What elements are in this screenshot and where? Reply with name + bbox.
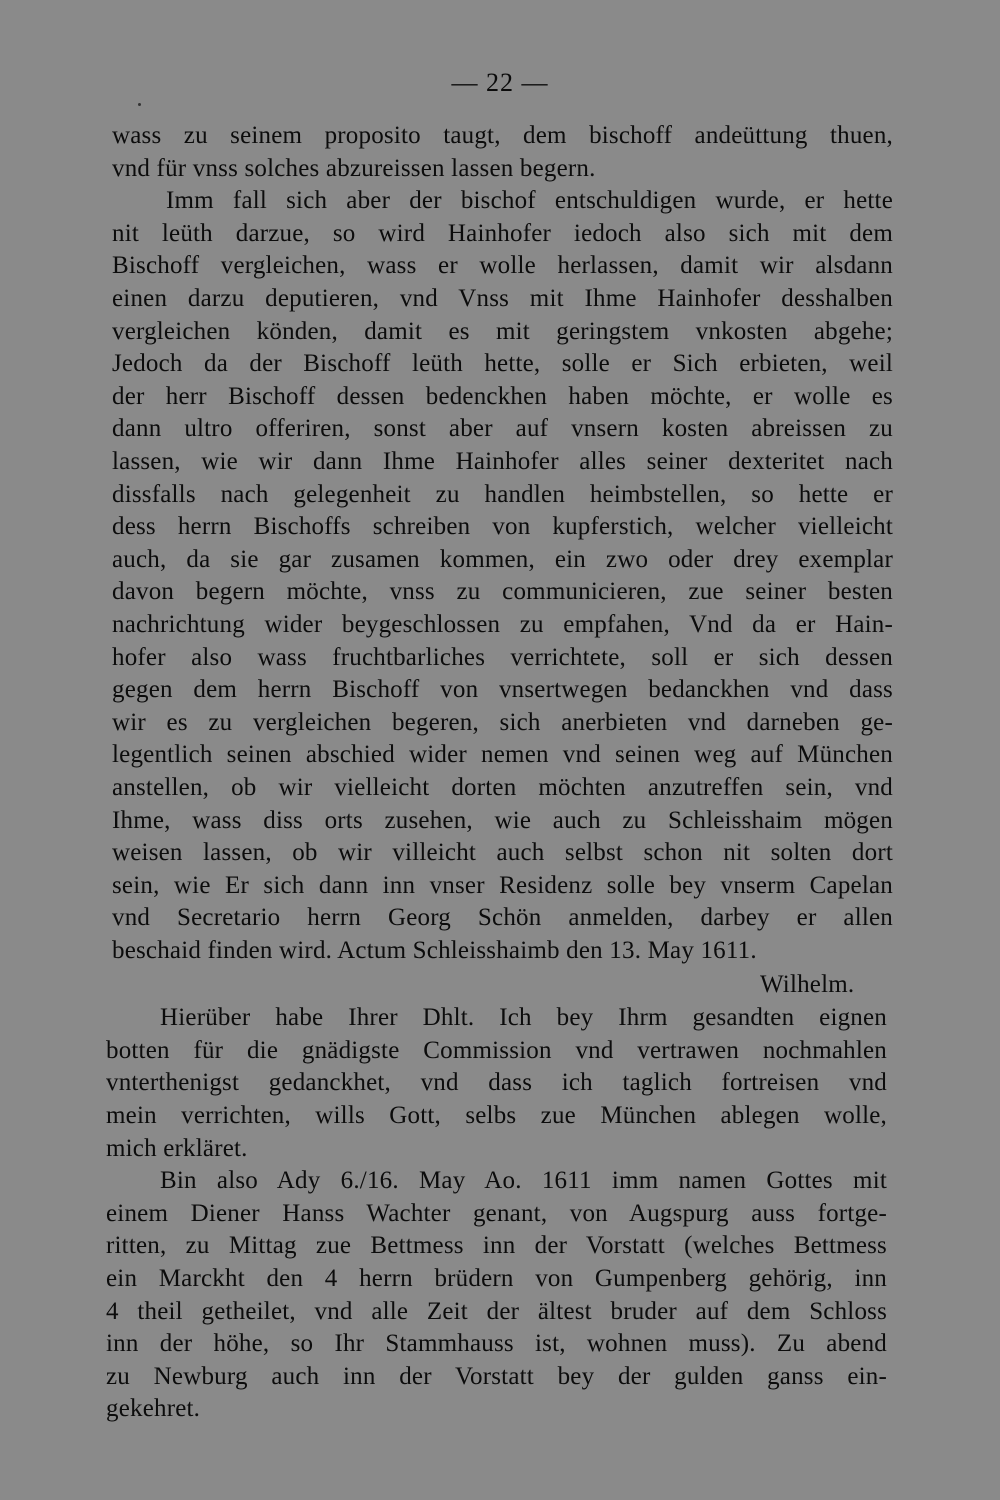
text-line: vergleichen könden, damit es mit geringstem vnkosten abgehe; xyxy=(112,317,893,345)
text-line: Hierüber habe Ihrer Dhlt. Ich bey Ihrm gesandten eignen xyxy=(160,1004,887,1032)
text-line: ritten, zu Mittag zue Bettmess inn der Vorstatt (welches Bettmess xyxy=(106,1232,887,1260)
text-line: lassen, wie wir dann Ihme Hainhofer alles seiner dexteritet nach xyxy=(112,448,893,475)
text-line: 4 theil getheilet, vnd alle Zeit der ältest bruder auf dem Schloss xyxy=(106,1297,887,1325)
text-line: vnd für vnss solches abzureissen lassen begern. xyxy=(112,154,596,182)
text-line: dann ultro offeriren, sonst aber auf vnsern kosten abreissen zu xyxy=(112,415,893,443)
text-line: vnd Secretario herrn Georg Schön anmelden, darbey er allen xyxy=(112,904,893,932)
speck-mark xyxy=(138,103,141,106)
text-line: botten für die gnädigste Commission vnd vertrawen nochmahlen xyxy=(106,1036,887,1064)
text-line: Jedoch da der Bischoff leüth hette, solle er Sich erbieten, weil xyxy=(112,350,893,378)
text-line: Bin also Ady 6./16. May Ao. 1611 imm namen Gottes mit xyxy=(160,1167,887,1195)
text-line: zu Newburg auch inn der Vorstatt bey der gulden ganss ein- xyxy=(106,1362,887,1390)
text-line: Bischoff vergleichen, wass er wolle herlassen, damit wir alsdann xyxy=(112,252,893,280)
text-line: vnterthenigst gedanckhet, vnd dass ich taglich fortreisen vnd xyxy=(106,1069,887,1097)
text-line: beschaid finden wird. Actum Schleisshaimb den 13. May 1611. xyxy=(112,937,757,964)
text-line: einen darzu deputieren, vnd Vnss mit Ihme Hainhofer desshalben xyxy=(112,285,893,312)
text-line: wass zu seinem proposito taugt, dem bischoff andeüttung thuen, xyxy=(112,122,893,149)
text-line: gekehret. xyxy=(106,1395,201,1423)
text-line: mich erkläret. xyxy=(106,1134,248,1162)
text-line: anstellen, ob wir vielleicht dorten möchten anzutreffen sein, vnd xyxy=(112,774,893,801)
text-line: einem Diener Hanss Wachter genant, von Augspurg auss fortge- xyxy=(106,1199,887,1227)
text-line: davon begern möchte, vnss zu communicieren, zue seiner besten xyxy=(112,578,893,606)
text-line: inn der höhe, so Ihr Stammhauss ist, wohnen muss). Zu abend xyxy=(106,1330,887,1358)
signature: Wilhelm. xyxy=(760,970,855,998)
text-line: dissfalls nach gelegenheit zu handlen heimbstellen, so hette er xyxy=(112,480,893,508)
text-line: Imm fall sich aber der bischof entschuldigen wurde, er hette xyxy=(166,187,893,215)
page-number: — 22 — xyxy=(451,68,549,97)
text-line: mein verrichten, wills Gott, selbs zue München ablegen wolle, xyxy=(106,1102,887,1129)
text-line: sein, wie Er sich dann inn vnser Residenz solle bey vnserm Capelan xyxy=(112,871,893,899)
text-line: nit leüth darzue, so wird Hainhofer iedoch also sich mit dem xyxy=(112,219,893,247)
text-line: wir es zu vergleichen begeren, sich anerbieten vnd darneben ge- xyxy=(112,708,893,736)
text-line: gegen dem herrn Bischoff von vnsertwegen bedanckhen vnd dass xyxy=(112,676,893,704)
text-line: legentlich seinen abschied wider nemen vnd seinen weg auf München xyxy=(112,741,893,769)
text-line: weisen lassen, ob wir villeicht auch selbst schon nit solten dort xyxy=(112,839,893,867)
text-line: Ihme, wass diss orts zusehen, wie auch zu Schleisshaim mögen xyxy=(112,806,893,834)
text-line: hofer also wass fruchtbarliches verrichtete, soll er sich dessen xyxy=(112,643,893,671)
text-line: auch, da sie gar zusamen kommen, ein zwo oder drey exemplar xyxy=(112,545,893,573)
text-line: ein Marckht den 4 herrn brüdern von Gumpenberg gehörig, inn xyxy=(106,1265,887,1292)
text-line: nachrichtung wider beygeschlossen zu empfahen, Vnd da er Hain- xyxy=(112,611,893,638)
text-line: der herr Bischoff dessen bedenckhen haben möchte, er wolle es xyxy=(112,382,893,410)
text-line: dess herrn Bischoffs schreiben von kupferstich, welcher vielleicht xyxy=(112,513,893,541)
